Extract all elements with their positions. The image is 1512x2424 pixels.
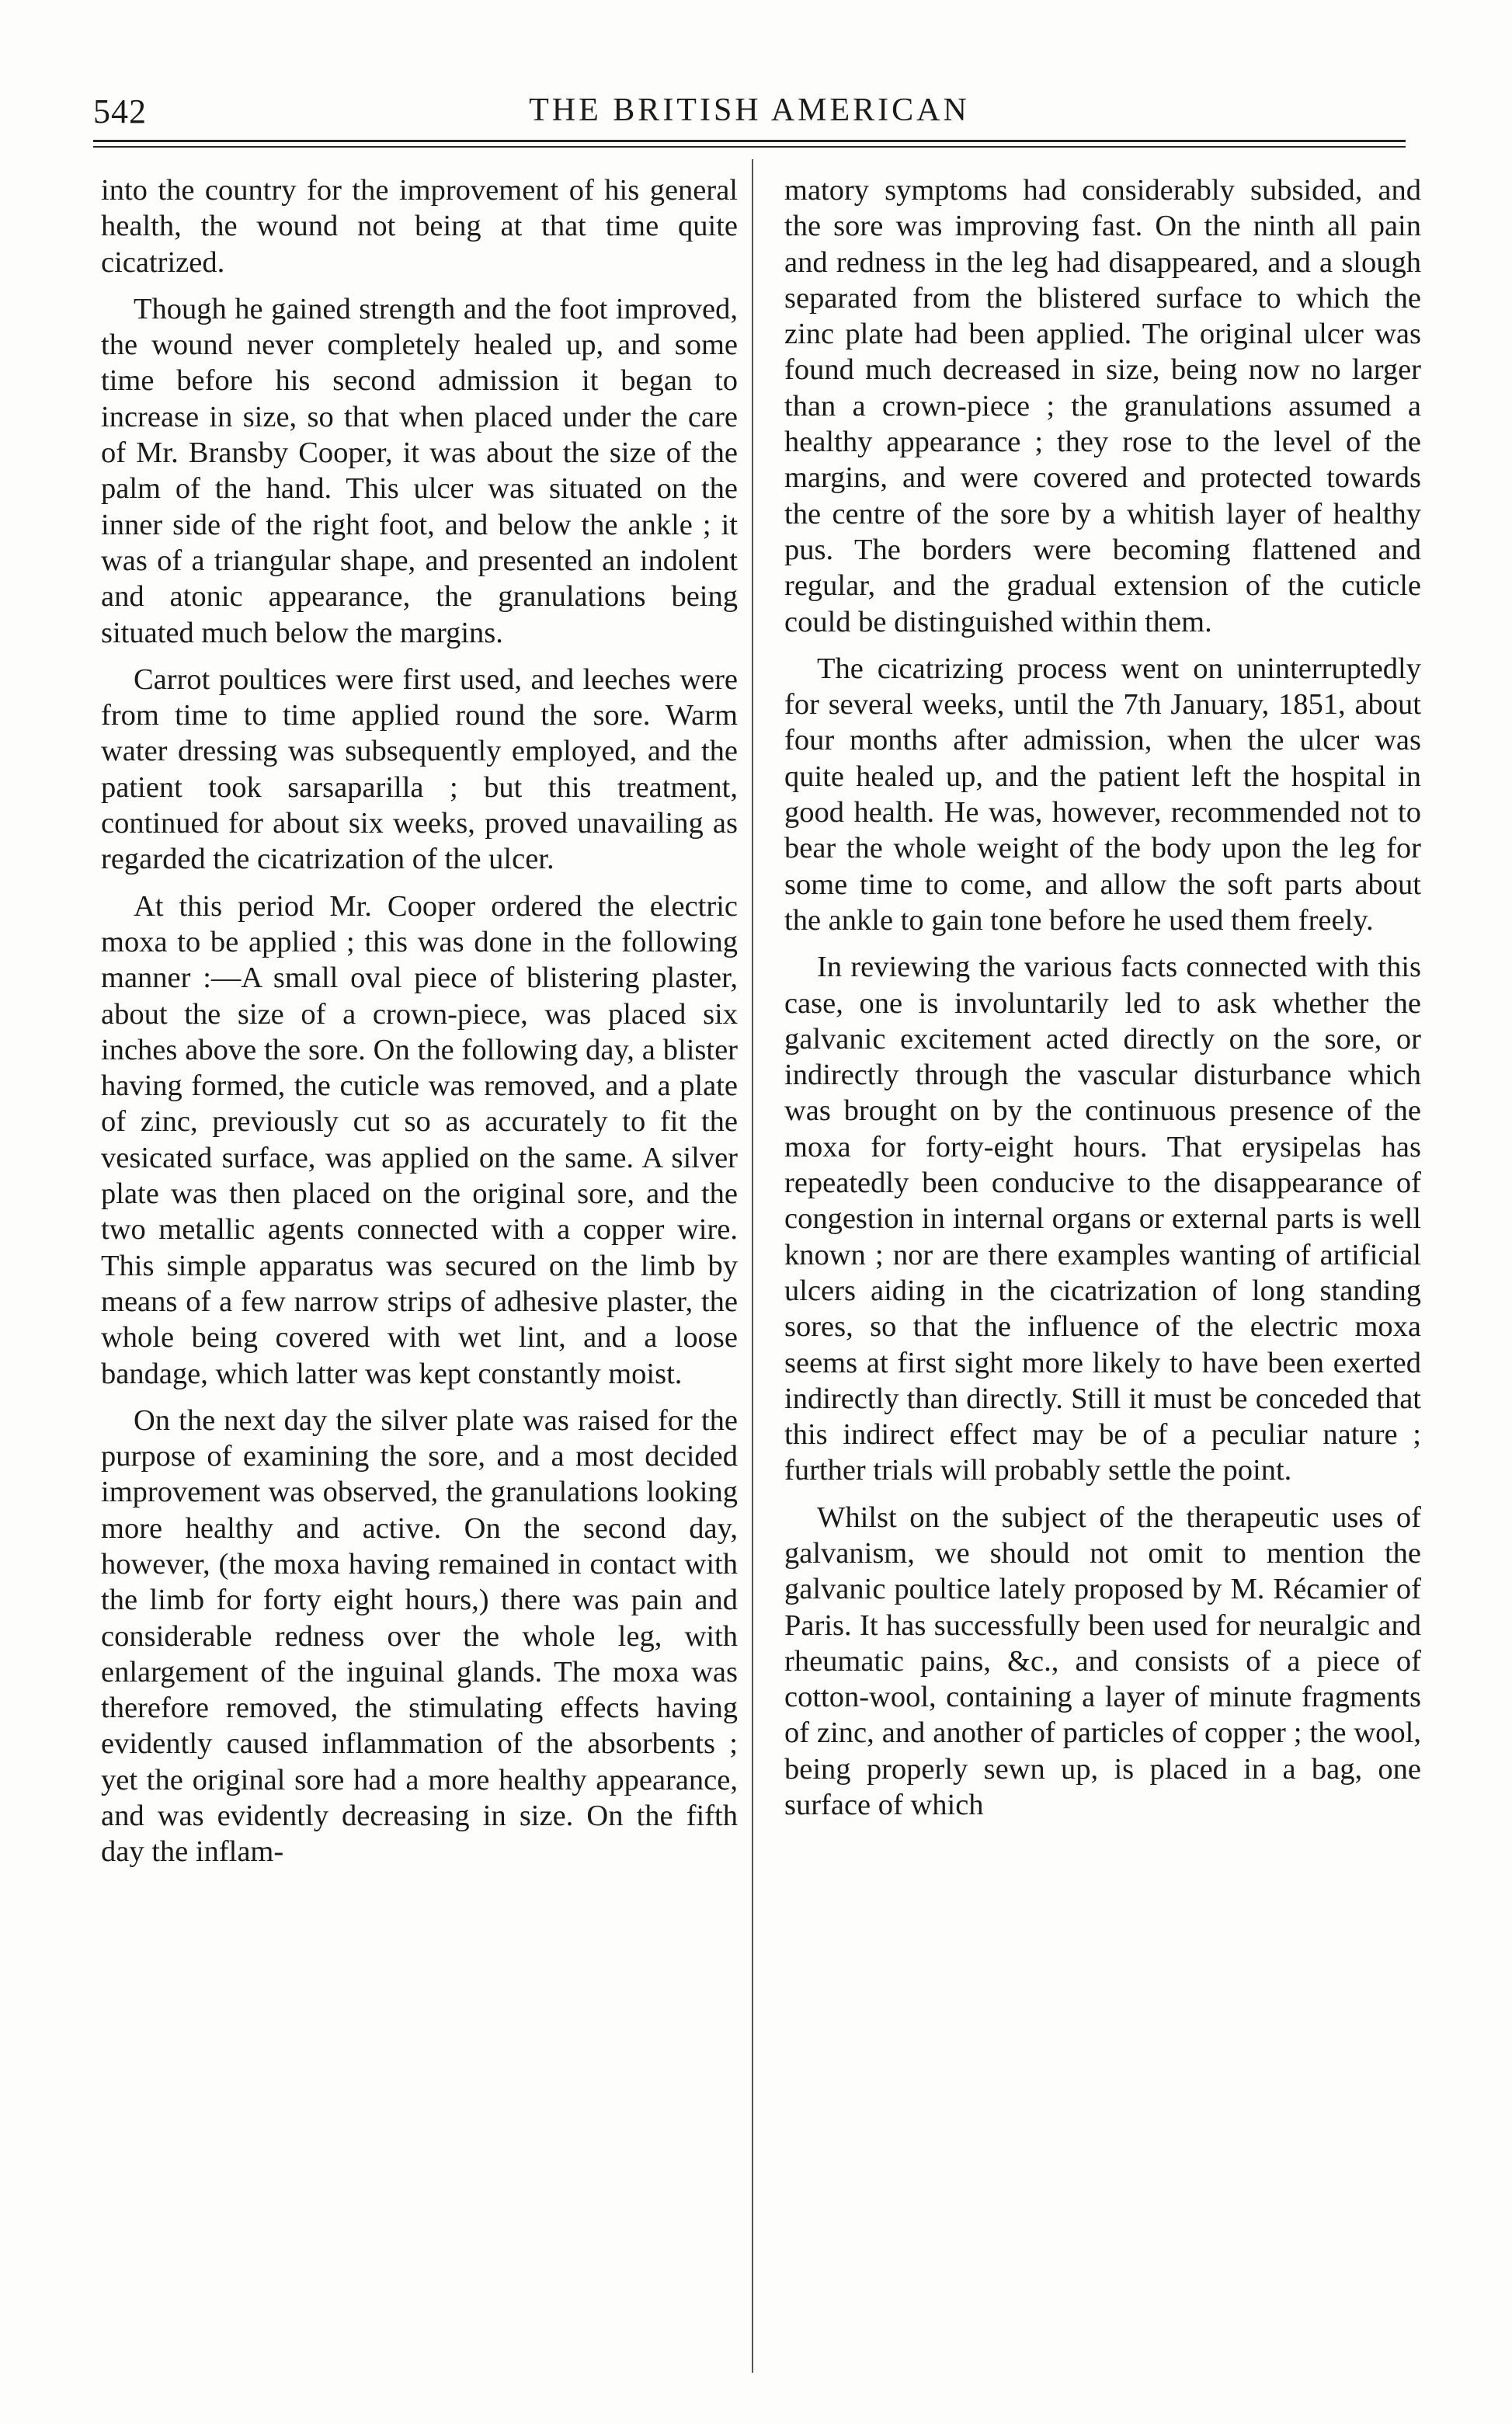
right-paragraph-1: matory symptoms had considerably subsided, and the sore was improving fast. On the ninth all pain and redness in the leg had disappeared, and a slough separated from the blistered surface to which the zinc plate had been applied. The original ulcer was found much decreased in size, being now no larger than a crown-piece ; the granulations assumed a healthy appearance ; they rose to the level of the margins, and were covered and protected towards the centre of the sore by a whitish layer of healthy pus. The borders were becoming flattened and regular, and the gradual extension of the cuticle could be distinguished within them. (784, 174, 1421, 638)
header-rule-top (93, 140, 1406, 142)
right-paragraph-2: The cicatrizing process went on uninterruptedly for several weeks, until the 7th January, 1851, about four months after admission, when the ulcer was quite healed up, and the patient left the hospital in good health. He was, however, recommended not to bear the whole weight of the body upon the leg for some time to come, and allow the soft parts about the ankle to gain tone before he used them freely. (784, 652, 1421, 937)
left-paragraph-5: On the next day the silver plate was raised for the purpose of examining the sore, and a most decided improvement was observed, the granulations looking more healthy and active. On the second day, however, (the moxa having remained in contact with the limb for forty eight hours,) there was pain and considerable redness over the whole leg, with enlargement of the inguinal glands. The moxa was therefore removed, the stimulating effects having evidently caused inflammation of the absorbents ; yet the original sore had a more healthy appearance, and was evidently decreasing in size. On the fifth day the inflam- (101, 1403, 738, 1869)
running-title: THE BRITISH AMERICAN (529, 92, 970, 128)
left-paragraph-3: Carrot poultices were first used, and leeches were from time to time applied round the sore. Warm water dressing was subsequently employed, and the patient took sarsaparilla ; but this treatment, continued for about six weeks, proved unavailing as regarded the cicatrization of the ulcer. (101, 663, 738, 876)
left-paragraph-4: At this period Mr. Cooper ordered the electric moxa to be applied ; this was done in the following manner :—A small oval piece of blistering plaster, about the size of a crown-piece, was placed six inches above the sore. On the following day, a blister having formed, the cuticle was removed, and a plate of zinc, previously cut so as accurately to fit the vesicated surface, was applied on the same. A silver plate was then placed on the original sore, and the two metallic agents connected with a copper wire. This simple apparatus was secured on the limb by means of a few narrow strips of adhesive plaster, the whole being covered with wet lint, and a loose bandage, which latter was kept constantly moist. (101, 889, 738, 1390)
header-rule-bottom (93, 146, 1406, 148)
page-header (93, 92, 1406, 138)
right-column (784, 172, 1421, 1834)
left-column (101, 172, 738, 1881)
left-paragraph-2: Though he gained strength and the foot improved, the wound never completely healed up, and some time before his second admission it began to increase in size, so that when placed under the care of Mr. Bransby Cooper, it was about the size of the palm of the hand. This ulcer was situated on the inner side of the right foot, and below the ankle ; it was of a triangular shape, and presented an indolent and atonic appearance, the granulations being situated much below the margins. (101, 292, 738, 649)
right-paragraph-3: In reviewing the various facts connected with this case, one is involuntarily led to ask whether the galvanic excitement acted directly on the sore, or indirectly through the vascular disturbance which was brought on by the continuous presence of the moxa for forty-eight hours. That erysipelas has repeatedly been conducive to the disappearance of congestion in internal organs or external parts is well known ; nor are there examples wanting of artificial ulcers aiding in the cicatrization of long standing sores, so that the influence of the electric moxa seems at first sight more likely to have been exerted indirectly than directly. Still it must be conceded that this indirect effect may be of a peculiar nature ; further trials will probably settle the point. (784, 951, 1421, 1487)
left-paragraph-1: into the country for the improvement of his general health, the wound not being at that time quite cicatrized. (101, 174, 738, 279)
right-paragraph-4: Whilst on the subject of the therapeutic uses of galvanism, we should not omit to mention the galvanic poultice lately proposed by M. Récamier of Paris. It has successfully been used for neuralgic and rheumatic pains, &c., and consists of a piece of cotton-wool, containing a layer of minute fragments of zinc, and another of particles of copper ; the wool, being properly sewn up, is placed in a bag, one surface of which (784, 1501, 1421, 1822)
column-divider (752, 159, 753, 2373)
page-number: 542 (93, 92, 147, 130)
